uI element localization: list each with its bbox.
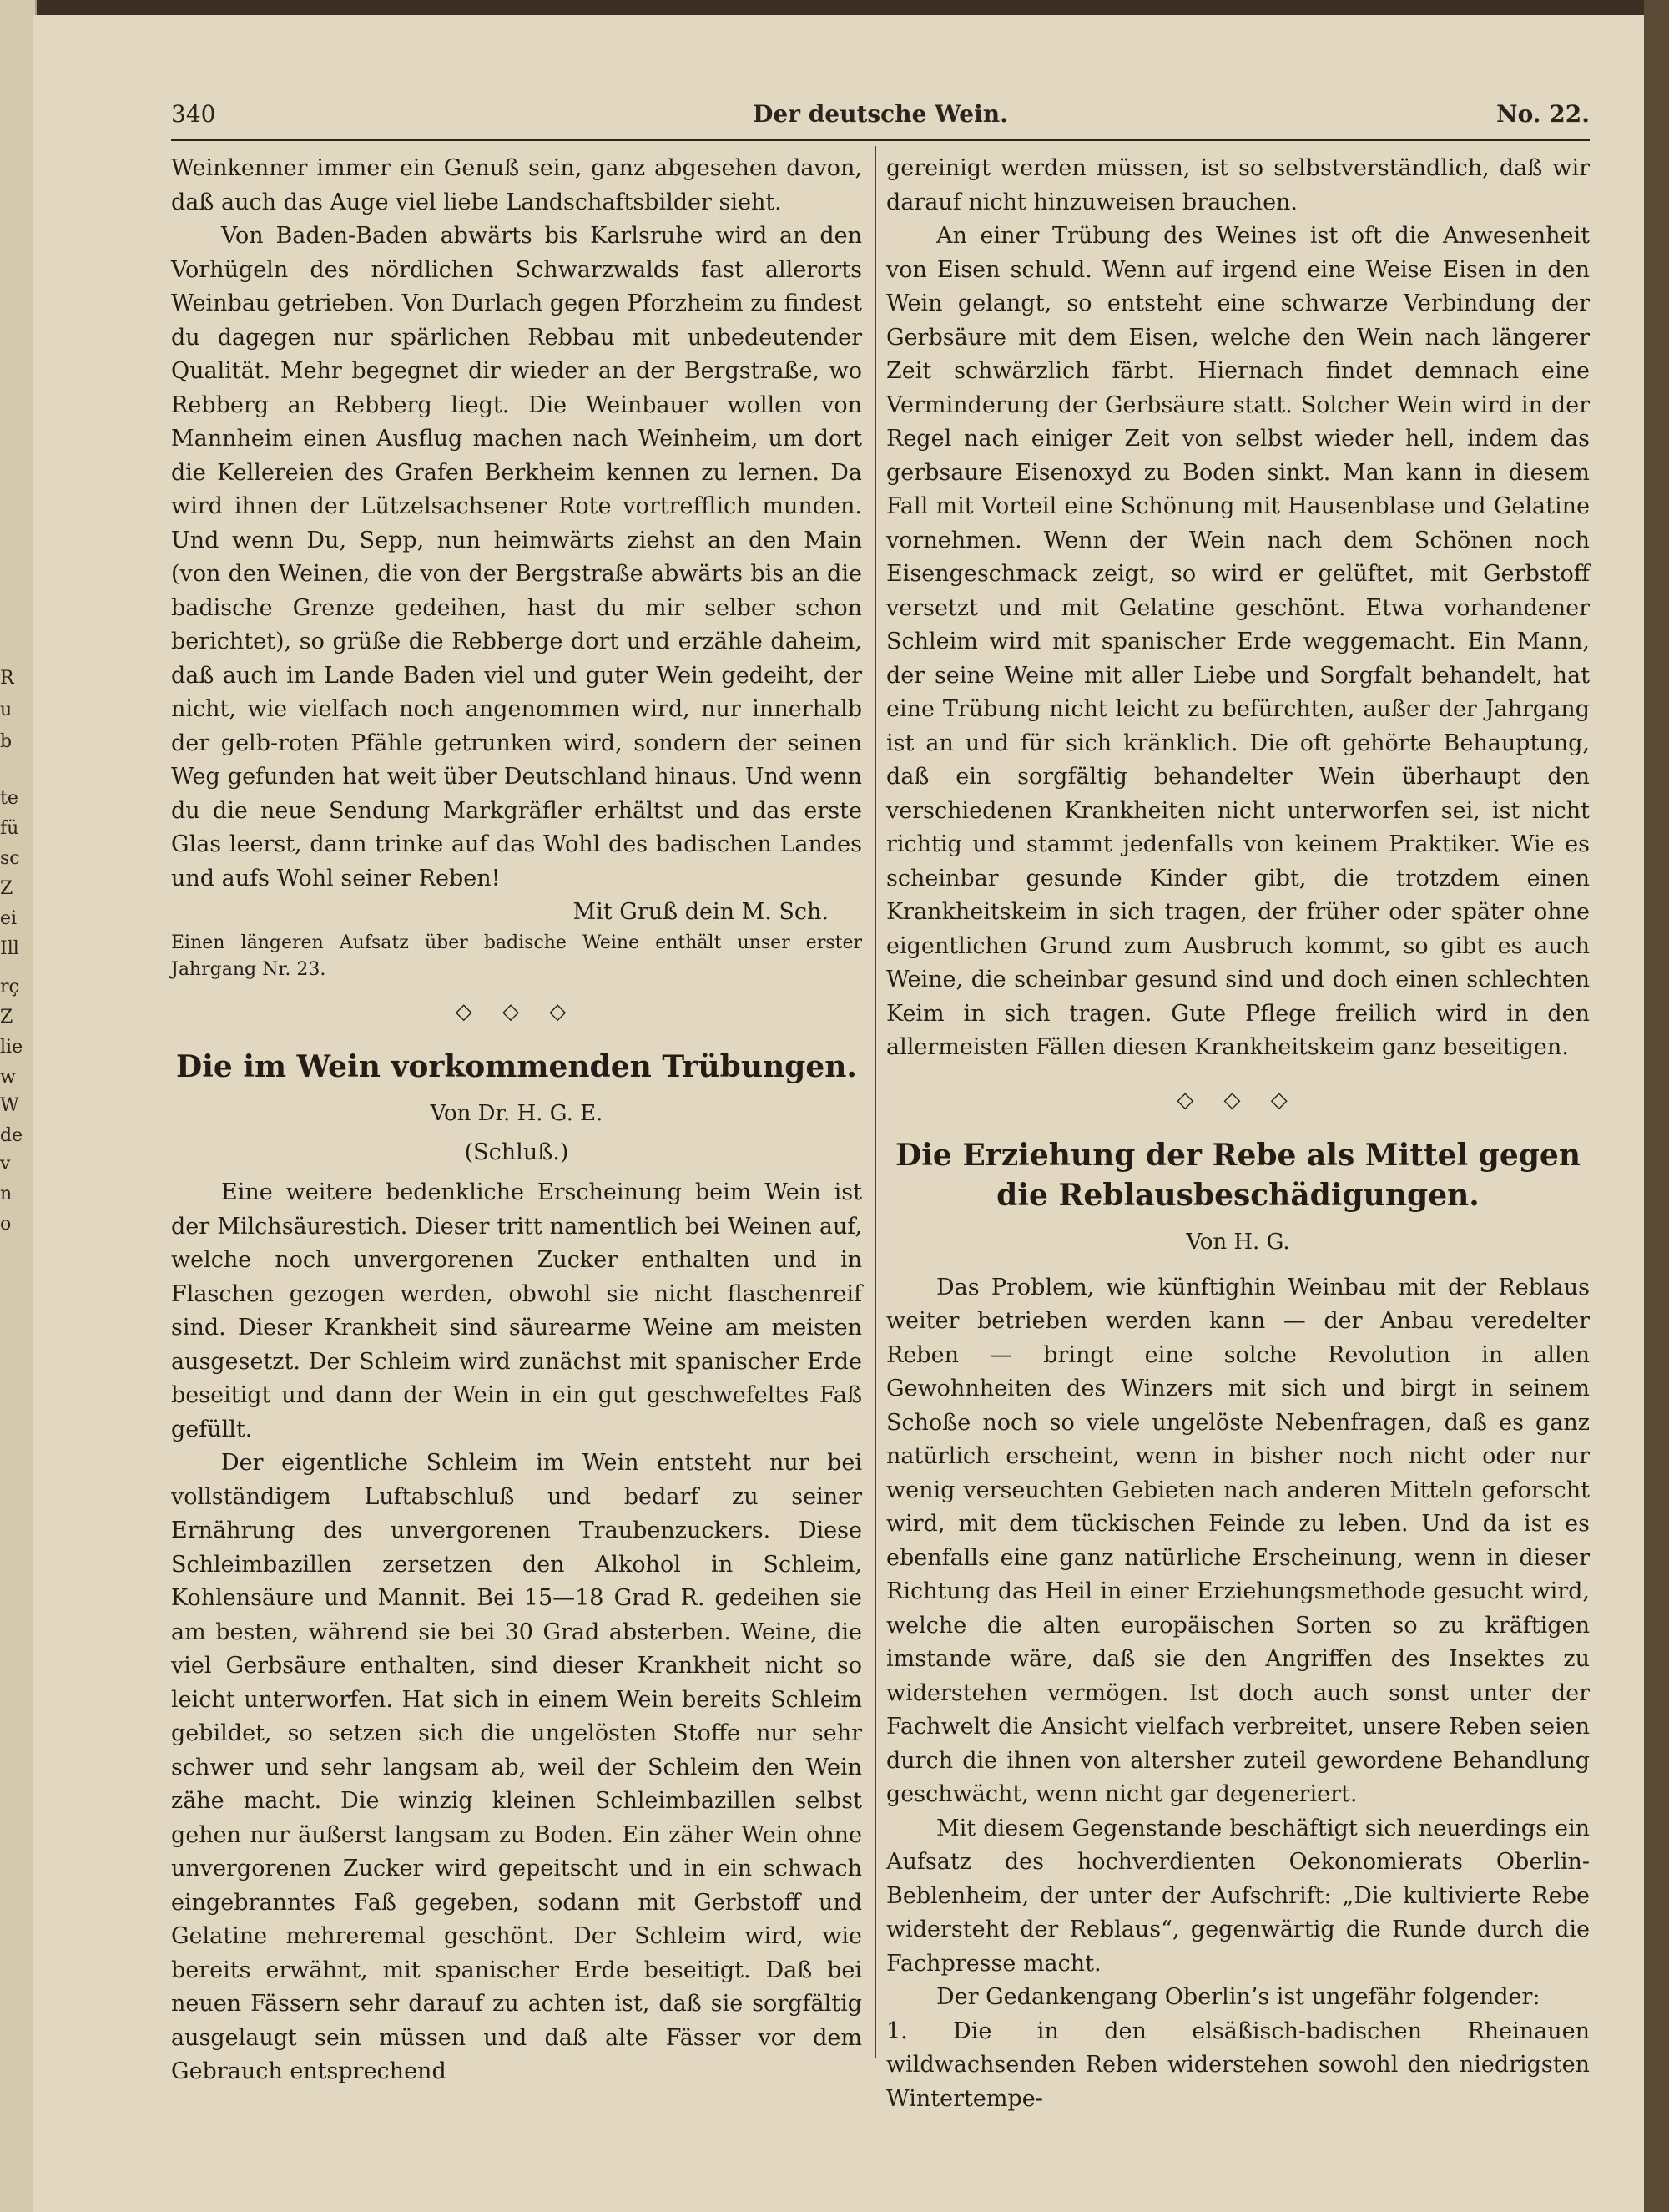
- spine-fragment: de: [0, 1125, 23, 1146]
- article-byline: Von Dr. H. G. E.: [430, 1101, 603, 1126]
- continuation-note: (Schluß.): [464, 1139, 569, 1165]
- section-ornament: ◇ ◇ ◇: [1177, 1087, 1299, 1113]
- left-column: [171, 152, 862, 2089]
- column-divider: [875, 146, 876, 2058]
- spine-fragment: w: [0, 1067, 16, 1088]
- article-title: Die Erziehung der Rebe als Mittel gegen die Reblausbeschädigungen.: [895, 1138, 1581, 1213]
- spine-fragment: v: [0, 1154, 11, 1174]
- spine-fragment: ei: [0, 908, 18, 929]
- spine-fragment: Z: [0, 878, 13, 899]
- article-paragraph: Der eigentliche Schleim im Wein entsteht nur bei vollständigem Luftabschluß und bedarf zu seiner Ernährung des unvergorenen Traubenzuckers. Diese Schleimbazillen zersetzen den Alkohol in Schleim, Kohlensäure und Mannit. Bei 15—18 Grad R. gedeihen sie am besten, während sie bei 30 Grad absterben. Weine, die viel Gerbsäure enthalten, sind dieser Krankheit nicht so leicht unterworfen. Hat sich in einem Wein bereits Schleim gebildet, so setzen sich die ungelösten Stoffe nur sehr schwer und sehr langsam ab, weil der Schleim den Wein zähe macht. Die winzig kleinen Schleimbazillen selbst gehen nur äußerst langsam zu Boden. Ein zäher Wein ohne unvergorenen Zucker wird gepeitscht und in ein schwach eingebranntes Faß gegeben, sodann mit Gerbstoff und Gelatine mehreremal geschönt. Der Schleim wird, wie bereits erwähnt, mit spanischer Erde beseitigt. Daß bei neuen Fässern sehr darauf zu achten ist, daß sie sorgfältig ausgelaugt sein müssen und daß alte Fässer vor dem Gebrauch entsprechend: [171, 1450, 862, 2084]
- article-paragraph: Der Gedankengang Oberlin’s ist ungefähr folgender:: [936, 1984, 1540, 2010]
- spine-fragment: W: [0, 1095, 19, 1116]
- spine-fragment: lie: [0, 1037, 23, 1058]
- section-ornament: ◇ ◇ ◇: [455, 998, 578, 1024]
- spine-fragment: o: [0, 1214, 12, 1235]
- letter-paragraph: Weinkenner immer ein Genuß sein, ganz abgesehen davon, daß auch das Auge viel liebe Landschaftsbilder sieht.: [171, 155, 862, 215]
- editor-note: Einen längeren Aufsatz über badische Weine enthält unser erster Jahrgang Nr. 23.: [171, 932, 862, 980]
- letter-signature: Mit Gruß dein M. Sch.: [572, 899, 829, 925]
- article-paragraph: 1. Die in den elsäßisch-badischen Rheinauen wildwachsenden Reben widerstehen sowohl den niedrigsten Wintertempe-: [886, 2018, 1590, 2112]
- spine-fragment: te: [0, 788, 18, 809]
- spine-fragment: Ill: [0, 938, 19, 959]
- book-edge: [1644, 0, 1669, 2212]
- running-title: Der deutsche Wein.: [753, 100, 1008, 128]
- adjacent-page-spine: [0, 0, 37, 2212]
- spine-fragment: u: [0, 699, 13, 720]
- letter-paragraph: Von Baden-Baden abwärts bis Karlsruhe wird an den Vorhügeln des nördlichen Schwarzwalds fast allerorts Weinbau getrieben. Von Durlach gegen Pforzheim zu findest du dagegen nur spärlichen Rebbau mit unbedeutender Qualität. Mehr begegnet dir wieder an der Bergstraße, wo Rebberg an Rebberg liegt. Die Weinbauer wollen von Mannheim einen Ausflug machen nach Weinheim, um dort die Kellereien des Grafen Berkheim kennen zu lernen. Da wird ihnen der Lützelsachsener Rote vortrefflich munden. Und wenn Du, Sepp, nun heimwärts ziehst an den Main (von den Weinen, die von der Bergstraße abwärts bis an die badische Grenze gedeihen, hast du mir selber schon berichtet), so grüße die Rebberge dort und erzähle daheim, daß auch im Lande Baden viel und guter Wein gedeiht, der nicht, wie vielfach noch angenommen wird, nur innerhalb der gelb-roten Pfähle getrunken wird, sondern der seinen Weg gefunden hat weit über Deutschland hinaus. Und wenn du die neue Sendung Markgräfler erhältst und das erste Glas leerst, dann trinke auf das Wohl des badischen Landes und aufs Wohl seiner Reben!: [171, 223, 862, 891]
- page-header: [171, 100, 1590, 134]
- spine-fragment: sc: [0, 848, 20, 869]
- issue-number: No. 22.: [1496, 100, 1590, 128]
- right-column: [886, 152, 1590, 2116]
- article-paragraph: Eine weitere bedenkliche Erscheinung beim Wein ist der Milchsäurestich. Dieser tritt namentlich bei Weinen auf, welche noch unvergorenen Zucker enthalten und in Flaschen gezogen werden, obwohl sie nicht flaschenreif sind. Dieser Krankheit sind säurearme Weine am meisten ausgesetzt. Der Schleim wird zunächst mit spanischer Erde beseitigt und dann der Wein in ein gut geschwefeltes Faß gefüllt.: [171, 1179, 862, 1442]
- spine-fragment: n: [0, 1184, 13, 1204]
- article-paragraph: gereinigt werden müssen, ist so selbstverständlich, daß wir darauf nicht hinzuweisen brauchen.: [886, 155, 1590, 215]
- spine-fragment: rç: [0, 977, 19, 997]
- spine-fragment: fü: [0, 818, 19, 839]
- spine-fragment: R: [0, 668, 14, 689]
- article-paragraph: Mit diesem Gegenstande beschäftigt sich neuerdings ein Aufsatz des hochverdienten Oekonomierats Oberlin-Beblenheim, der unter der Aufschrift: „Die kultivierte Rebe widersteht der Reblaus“, gegenwärtig die Runde durch die Fachpresse macht.: [886, 1815, 1590, 1977]
- article-paragraph: Das Problem, wie künftighin Weinbau mit der Reblaus weiter betrieben werden kann — der Anbau veredelter Reben — bringt eine solche Revolution in allen Gewohnheiten des Winzers mit sich und birgt in seinem Schoße noch so viele ungelöste Nebenfragen, daß es ganz natürlich erscheint, wenn in bisher noch nicht oder nur wenig verseuchten Gebieten nach anderen Mitteln geforscht wird, mit dem tückischen Feinde zu leben. Und da ist es ebenfalls eine ganz natürliche Erscheinung, wenn in dieser Richtung das Heil in einer Erziehungsmethode gesucht wird, welche die alten europäischen Sorten so zu kräftigen imstande wäre, daß sie den Angriffen des Insektes zu widerstehen vermögen. Ist doch auch sonst unter der Fachwelt die Ansicht vielfach verbreitet, unsere Reben seien durch die ihnen von altersher zuteil gewordene Behandlung geschwächt, wenn nicht gar degeneriert.: [886, 1274, 1590, 1807]
- article-title: Die im Wein vorkommenden Trübungen.: [176, 1049, 857, 1084]
- header-rule: [171, 139, 1590, 141]
- spine-fragment: b: [0, 731, 13, 752]
- spine-fragment: Z: [0, 1007, 13, 1028]
- article-paragraph: An einer Trübung des Weines ist oft die Anwesenheit von Eisen schuld. Wenn auf irgend eine Weise Eisen in den Wein gelangt, so entsteht eine schwarze Verbindung der Gerbsäure mit dem Eisen, welche den Wein nach längerer Zeit schwärzlich färbt. Hiernach findet demnach eine Verminderung der Gerbsäure statt. Solcher Wein wird in der Regel nach einiger Zeit von selbst wieder hell, indem das gerbsaure Eisenoxyd zu Boden sinkt. Man kann in diesem Fall mit Vorteil eine Schönung mit Hausenblase und Gelatine vornehmen. Wenn der Wein nach dem Schönen noch Eisengeschmack zeigt, so wird er gelüftet, mit Gerbstoff versetzt und mit Gelatine geschönt. Etwa vorhandener Schleim wird mit spanischer Erde weggemacht. Ein Mann, der seine Weine mit aller Liebe und Sorgfalt behandelt, hat eine Trübung nicht leicht zu befürchten, außer der Jahrgang ist an und für sich kränklich. Die oft gehörte Behauptung, daß ein sorgfältig behandelter Wein überhaupt den verschiedenen Krankheiten nicht unterworfen sei, ist nicht richtig und stammt jedenfalls von keinem Praktiker. Wie es scheinbar gesunde Kinder gibt, die trotzdem einen Krankheitskeim in sich tragen, der früher oder später ohne eigentlichen Grund zum Ausbruch kommt, so gibt es auch Weine, die scheinbar gesund sind und doch einen schlechten Keim in sich tragen. Gute Pflege freilich wird in den allermeisten Fällen diesen Krankheitskeim ganz beseitigen.: [886, 223, 1590, 1060]
- article-byline: Von H. G.: [1186, 1230, 1290, 1255]
- page-number: 340: [171, 100, 216, 128]
